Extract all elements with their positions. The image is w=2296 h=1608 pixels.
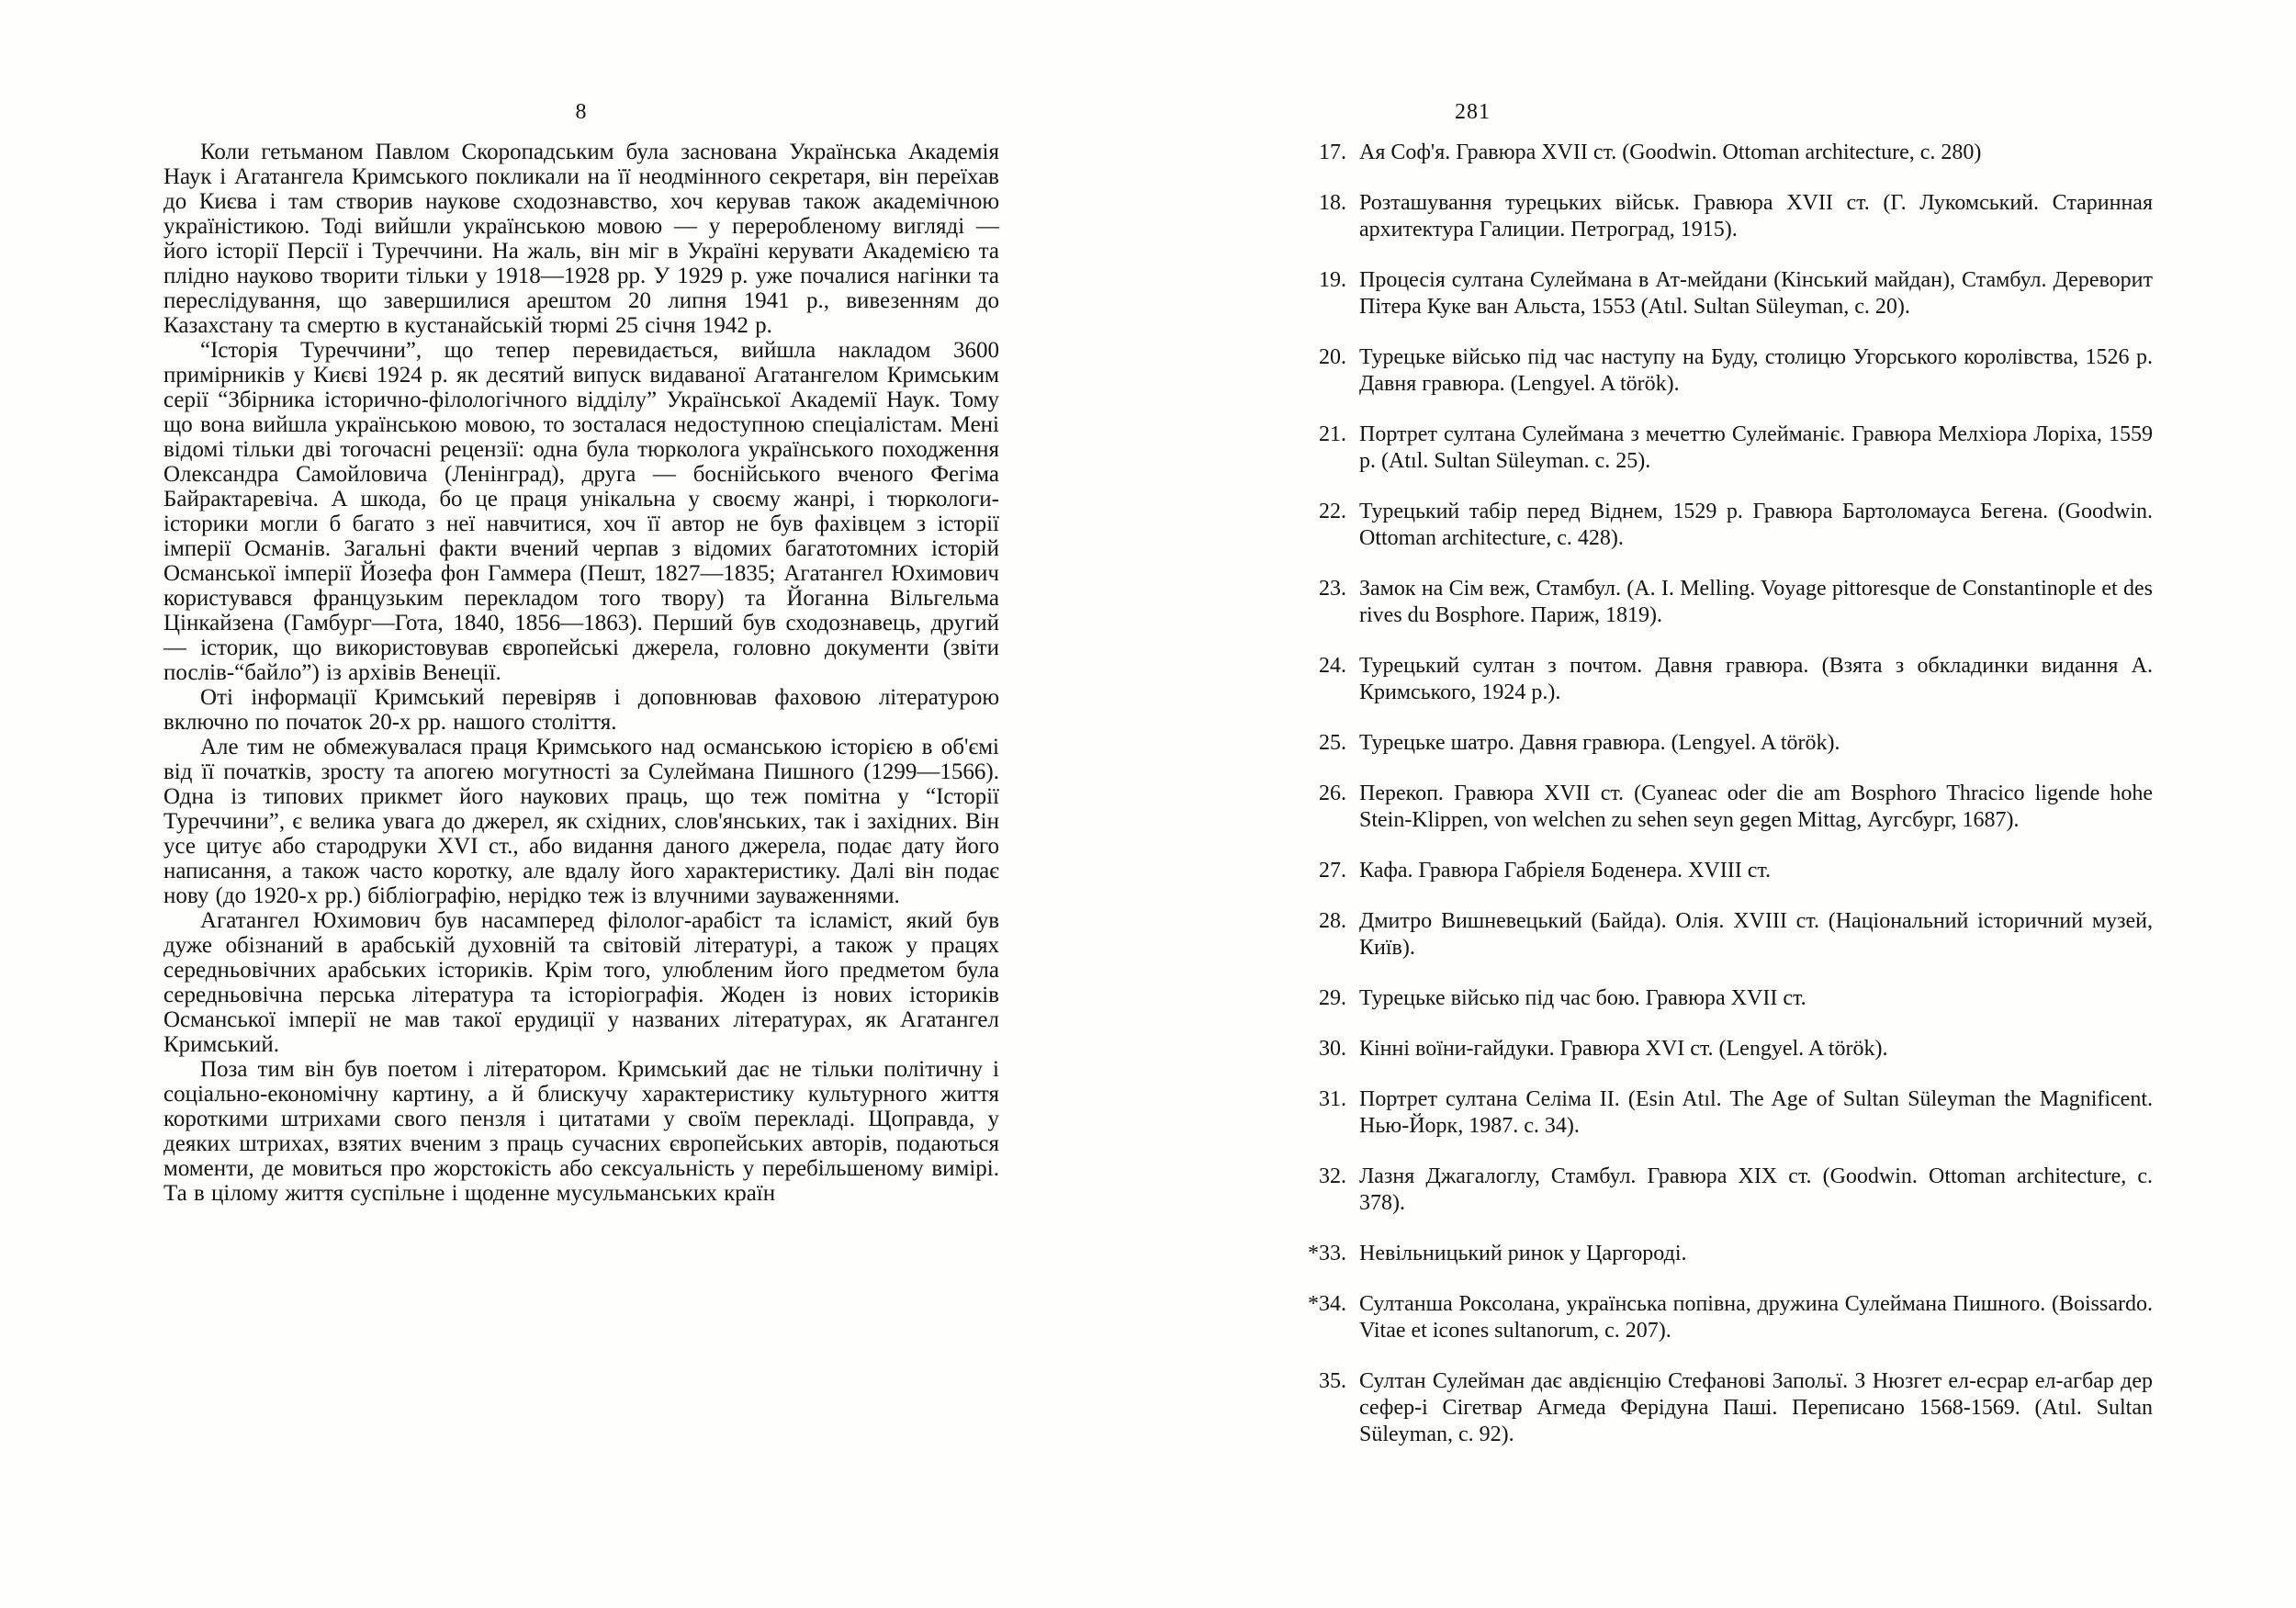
item-number: 29. [1319,986,1346,1010]
item-number: 32. [1319,1164,1346,1188]
left-page-number: 8 [575,100,588,124]
item-text: Турецький табір перед Віднем, 1529 р. Гравюра Бартоломауса Бегена. (Goodwin. Ottoman architecture, с. 428). [1359,500,2153,550]
list-item [1308,908,2153,961]
item-number: 24. [1319,654,1346,678]
item-number: 19. [1319,268,1346,292]
list-item [1308,1036,2153,1063]
list-item [1308,1164,2153,1217]
item-text: Турецьке шатро. Давня гравюра. (Lengyel. A török). [1359,731,1840,755]
item-text: Замок на Сім веж, Стамбул. (А. І. Melling. Voyage pittoresque de Constantinople et des rives du Bosphore. Париж, 1819). [1359,577,2153,627]
list-item [1308,190,2153,243]
item-text: Дмитро Вишневецький (Байда). Олія. XVIII ст. (Національний історичний музей, Київ). [1359,909,2153,960]
item-number: 27. [1319,859,1346,883]
item-text: Султанша Роксолана, українська попівна, дружина Сулеймана Пишного. (Boissardo. Vitae et icones sultanorum, с. 207). [1359,1292,2153,1343]
item-text: Кафа. Гравюра Габріеля Боденера. XVIII ст. [1359,859,1772,883]
illustration-list [1308,140,2153,1448]
item-text: Розташування турецьких військ. Гравюра XVII ст. (Г. Лукомський. Старинная архитектура Галиции. Петроград, 1915). [1359,191,2153,242]
list-item [1308,1086,2153,1140]
item-text: Турецький султан з почтом. Давня гравюра. (Взята з обкладинки видання А. Кримського, 1924 р.). [1359,654,2153,704]
list-item [1308,858,2153,884]
item-number: 20. [1319,345,1346,369]
list-item [1308,1368,2153,1448]
list-item [1308,730,2153,757]
list-item [1308,781,2153,834]
right-page-number: 281 [1455,100,1491,124]
item-number: 21. [1319,422,1346,446]
list-item [1308,499,2153,552]
body-paragraph: Поза тим він був поетом і літератором. Кримський дає не тільки політичну і соціально-економічну картину, а й блискучу характеристику культурного життя короткими штрихами свого пензля і цитатами у своїм перекладі. Щоправда, у деяких штрихах, взятих вченим з праць сучасних європейських авторів, подаються моменти, де мовиться про жорстокість або сексуальність у перебільшеному вимірі. Та в цілому життя суспільне і щоденне мусульманських країн [163,1057,999,1206]
list-item [1308,344,2153,398]
body-paragraph: Але тим не обмежувалася праця Кримського над османською історією в об'ємі від її початків, зросту та апогею могутності за Сулеймана Пишного (1299—1566). Одна із типових прикмет його наукових праць, що теж помітна у “Історії Туреччини”, є велика увага до джерел, як східних, слов'янських, так і західних. Він усе цитує або стародруки XVI ст., або видання даного джерела, подає дату його написання, а також часто коротку, але вдалу його характеристику. Далі він подає нову (до 1920-х рр.) бібліографію, нерідко теж із влучними зауваженнями. [163,735,999,908]
item-number: 26. [1319,782,1346,805]
item-number: 18. [1319,191,1346,215]
right-page [1308,99,2153,1472]
item-text: Кінні воїни-гайдуки. Гравюра XVI ст. (Lengyel. A török). [1359,1037,1888,1061]
list-item [1308,985,2153,1012]
list-item [1308,1241,2153,1267]
item-number: 17. [1319,141,1346,164]
list-item [1308,1291,2153,1344]
item-number: *33. [1308,1242,1346,1265]
list-item [1308,576,2153,629]
item-text: Султан Сулейман дає авдієнцію Стефанові Запольї. З Нюзгет ел-есрар ел-агбар дер сефер-і Сігетвар Агмеда Ферідуна Паші. Переписано 1568-1569. (Atıl. Sultan Süleyman, с. 92). [1359,1369,2153,1446]
item-number: 23. [1319,577,1346,601]
item-number: 35. [1319,1369,1346,1393]
item-text: Лазня Джагалоглу, Стамбул. Гравюра XIX ст. (Goodwin. Ottoman architecture, с. 378). [1359,1164,2153,1215]
item-number: *34. [1308,1292,1346,1316]
item-text: Портрет султана Сулеймана з мечеттю Сулейманіє. Гравюра Мелхіора Лоріха, 1559 р. (Atıl. Sultan Süleyman. с. 25). [1359,422,2153,473]
item-text: Портрет султана Селіма II. (Esin Atıl. The Age of Sultan Süleyman the Magnificent. Нью-Йорк, 1987. с. 34). [1359,1087,2153,1138]
item-text: Ая Соф'я. Гравюра XVII ст. (Goodwin. Ottoman architecture, с. 280) [1359,141,1982,164]
item-number: 28. [1319,909,1346,933]
item-number: 25. [1319,731,1346,755]
item-number: 31. [1319,1087,1346,1111]
list-item [1308,140,2153,166]
item-text: Турецьке військо під час наступу на Буду, столицю Угорського королівства, 1526 р. Давня гравюра. (Lengyel. A török). [1359,345,2153,396]
list-item [1308,422,2153,475]
item-number: 30. [1319,1037,1346,1061]
body-paragraph: Агатангел Юхимович був насамперед філолог-арабіст та ісламіст, який був дуже обізнаний в арабській духовній та світовій літературі, а також у працях середньовічних арабських істориків. Крім того, улюбленим його предметом була середньовічна перська література та історіографія. Жоден із нових істориків Османської імперії не мав такої ерудиції у названих літературах, як Агатангел Кримський. [163,908,999,1057]
item-text: Процесія султана Сулеймана в Ат-мейдани (Кінський майдан), Стамбул. Дереворит Пітера Куке ван Альста, 1553 (Atıl. Sultan Süleyman, с. 20). [1359,268,2153,319]
item-text: Невільницький ринок у Царгороді. [1359,1242,1687,1265]
left-page [163,99,999,1206]
item-text: Турецьке військо під час бою. Гравюра XVII ст. [1359,986,1806,1010]
item-number: 22. [1319,500,1346,523]
item-text: Перекоп. Гравюра XVII ст. (Cyaneac oder die am Bosphoro Thracico ligende hohe Stein-Klippen, von welchen zu sehen seyn gegen Mittag, Аугсбург, 1687). [1359,782,2153,832]
body-paragraph: Коли гетьманом Павлом Скоропадським була заснована Українська Академія Наук і Агатангела Кримського покликали на її неодмінного секретаря, він переїхав до Києва і там створив наукове сходознавство, хоч керував також академічною україністикою. Тоді вийшли українською мовою — у переробленому вигляді — його історії Персії і Туреччини. На жаль, він міг в Україні керувати Академією та плідно науково творити тільки у 1918—1928 рр. У 1929 р. уже почалися нагінки та переслідування, що завершилися арештом 20 липня 1941 р., вивезенням до Казахстану та смертю в кустанайській тюрмі 25 січня 1942 р. [163,140,999,338]
list-item [1308,653,2153,706]
body-paragraph: “Історія Туреччини”, що тепер перевидається, вийшла накладом 3600 примірників у Києві 1924 р. як десятий випуск видаваної Агатангелом Кримським серії “Збірника історично-філологічного відділу” Української Академії Наук. Тому що вона вийшла українською мовою, то зосталася недоступною спеціалістам. Мені відомі тільки дві тогочасні рецензії: одна була тюрколога українського походження Олександра Самойловича (Ленінград), друга — боснійського вченого Фегіма Байрактаревіча. А шкода, бо це праця унікальна у своєму жанрі, і тюркологи-історики могли б багато з неї навчитися, хоч її автор не був фахівцем з історії імперії Османів. Загальні факти вчений черпав з відомих багатотомних історій Османської імперії Йозефа фон Гаммера (Пешт, 1827—1835; Агатангел Юхимович користувався французьким перекладом того твору) та Йоганна Вільгельма Цінкайзена (Гамбург—Гота, 1840, 1856—1863). Перший був сходознавець, другий — історик, що використовував європейські джерела, головно документи (звіти послів-“байло”) із архівів Венеції. [163,338,999,685]
list-item [1308,267,2153,320]
body-paragraph: Оті інформації Кримський перевіряв і доповнював фаховою літературою включно по початок 20-х рр. нашого століття. [163,685,999,735]
left-page-body [163,140,999,1206]
